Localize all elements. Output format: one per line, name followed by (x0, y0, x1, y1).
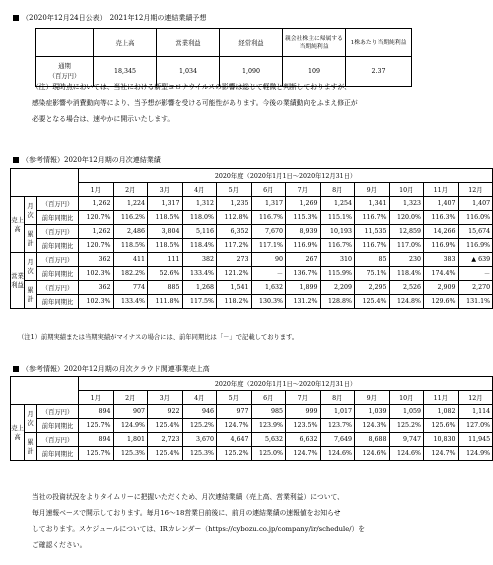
sales-cumulative-cell: 2,486 (113, 225, 148, 239)
cloud-cumulative-yoy-cell: 125.2% (217, 447, 252, 461)
cloud-monthly-yoy-cell: 123.9% (251, 419, 286, 433)
sales-cumulative-yoy-cell: 117.0% (389, 239, 424, 253)
sales-cumulative-yoy-cell: 120.7% (79, 239, 114, 253)
op-monthly-yoy-cell: 115.9% (320, 267, 355, 281)
cloud-monthly-yoy-cell: 124.3% (355, 419, 390, 433)
op-cumulative-yoy-cell: 131.2% (286, 295, 321, 309)
cloud-month-header: 3月 (148, 391, 183, 405)
sales-cumulative-cell: 10,193 (320, 225, 355, 239)
cloud-cumulative-yoy-cell: 124.6% (389, 447, 424, 461)
cloud-title: （参考情報）2020年12月期の月次クラウド関連事業売上高 (22, 365, 210, 373)
op-monthly-cell: 111 (148, 253, 183, 267)
sales-monthly-cell: 1,312 (182, 197, 217, 211)
sales-cumulative-cell: 3,804 (148, 225, 183, 239)
forecast-value-eps: 2.37 (346, 57, 412, 87)
op-cumulative-cell: 885 (148, 281, 183, 295)
monthly-yoy-label: 前年同期比 (37, 211, 79, 225)
cloud-monthly-cell: 1,059 (389, 405, 424, 419)
forecast-header-op: 営業利益 (157, 29, 220, 57)
forecast-section-title (13, 13, 206, 23)
cloud-cumulative-yoy-cell: 124.6% (355, 447, 390, 461)
cloud-monthly-cell: 1,114 (458, 405, 493, 419)
sales-monthly-cell: 1,224 (113, 197, 148, 211)
cloud-month-header: 5月 (217, 391, 252, 405)
sales-monthly-cell: 1,341 (355, 197, 390, 211)
op-cumulative-cell: 362 (79, 281, 114, 295)
square-bullet-icon (13, 157, 19, 163)
cloud-cumulative-yoy-cell: 124.9% (458, 447, 493, 461)
cloud-month-header: 11月 (424, 391, 459, 405)
monthly-yoy-label: 前年同期比 (37, 267, 79, 281)
sales-monthly-cell: 1,407 (424, 197, 459, 211)
sales-cumulative-yoy-cell: 118.5% (148, 239, 183, 253)
op-monthly-cell: 273 (217, 253, 252, 267)
op-cumulative-yoy-cell: 111.8% (148, 295, 183, 309)
monthly-period: 2020年度（2020年1月1日～2020年12月31日） (79, 169, 493, 183)
cloud-monthly-cell: 907 (113, 405, 148, 419)
cloud-cumulative-yoy-cell: 124.7% (424, 447, 459, 461)
cloud-unit-label: （百万円） (37, 405, 79, 419)
monthly-month-header: 11月 (424, 183, 459, 197)
cloud-corner (11, 377, 79, 405)
op-monthly-cell: 382 (182, 253, 217, 267)
cloud-cumulative-yoy-cell: 125.0% (251, 447, 286, 461)
sales-monthly-cell: 1,323 (389, 197, 424, 211)
monthly-table (10, 168, 493, 309)
sales-monthly-yoy-cell: 116.7% (355, 211, 390, 225)
op-cumulative-cell: 1,268 (182, 281, 217, 295)
cloud-cumulative-yoy-cell: 124.7% (286, 447, 321, 461)
cloud-sub-monthly: 月次 (25, 405, 37, 433)
cloud-cumulative-cell: 11,945 (458, 433, 493, 447)
op-cumulative-cell: 1,899 (286, 281, 321, 295)
forecast-note-line: 必要となる場合は、速やかに開示いたします。 (32, 115, 175, 123)
sales-monthly-yoy-cell: 120.0% (389, 211, 424, 225)
sales-monthly-cell: 1,235 (217, 197, 252, 211)
op-cumulative-yoy-cell: 102.3% (79, 295, 114, 309)
cloud-cumulative-cell: 2,723 (148, 433, 183, 447)
sales-cumulative-yoy-cell: 117.1% (251, 239, 286, 253)
op-cumulative-cell: 774 (113, 281, 148, 295)
forecast-value-sales: 18,345 (94, 57, 157, 87)
op-monthly-yoy-cell: 174.4% (424, 267, 459, 281)
monthly-sub-monthly: 月次 (25, 197, 37, 225)
op-monthly-yoy-cell: 121.2% (217, 267, 252, 281)
footer-line: 当社の投資状況をよりタイムリーに把握いただくため、月次連結業績（売上高、営業利益）について、 (32, 493, 344, 501)
op-cumulative-yoy-cell: 118.2% (217, 295, 252, 309)
footer-line: ご確認ください。 (32, 541, 87, 549)
monthly-month-header: 4月 (182, 183, 217, 197)
cloud-cumulative-cell: 3,670 (182, 433, 217, 447)
cloud-monthly-cell: 894 (79, 405, 114, 419)
cloud-cumulative-cell: 9,747 (389, 433, 424, 447)
sales-monthly-yoy-cell: 118.5% (148, 211, 183, 225)
forecast-header-ordinary: 経常利益 (220, 29, 283, 57)
op-cumulative-yoy-cell: 130.3% (251, 295, 286, 309)
cloud-cumulative-cell: 8,688 (355, 433, 390, 447)
forecast-value-net: 109 (283, 57, 346, 87)
op-monthly-yoy-cell: 52.6% (148, 267, 183, 281)
sales-monthly-yoy-cell: 120.7% (79, 211, 114, 225)
cloud-month-header: 9月 (355, 391, 390, 405)
monthly-sub-cumulative: 累計 (25, 225, 37, 253)
cloud-cumulative-yoy-cell: 125.7% (79, 447, 114, 461)
sales-cumulative-cell: 8,939 (286, 225, 321, 239)
op-cumulative-yoy-cell: 128.8% (320, 295, 355, 309)
monthly-unit-label: （百万円） (37, 225, 79, 239)
cloud-yoy-label: 前年同期比 (37, 447, 79, 461)
sales-cumulative-yoy-cell: 116.7% (320, 239, 355, 253)
cloud-cumulative-cell: 894 (79, 433, 114, 447)
forecast-value-op: 1,034 (157, 57, 220, 87)
cloud-monthly-yoy-cell: 123.5% (286, 419, 321, 433)
square-bullet-icon (13, 15, 19, 21)
monthly-group-sales: 売上高 (11, 197, 25, 253)
monthly-month-header: 9月 (355, 183, 390, 197)
cloud-monthly-cell: 985 (251, 405, 286, 419)
cloud-month-header: 4月 (182, 391, 217, 405)
sales-cumulative-cell: 14,266 (424, 225, 459, 239)
sales-monthly-yoy-cell: 115.3% (286, 211, 321, 225)
monthly-sub-monthly: 月次 (25, 253, 37, 281)
footer-line: しております。スケジュールについては、IRカレンダー（https://cybozu.co.jp/company/ir/schedule/）を (32, 525, 366, 533)
monthly-month-header: 1月 (79, 183, 114, 197)
op-cumulative-yoy-cell: 129.6% (424, 295, 459, 309)
forecast-header-empty (36, 29, 94, 57)
op-monthly-yoy-cell: 136.7% (286, 267, 321, 281)
cloud-section-title (13, 364, 210, 374)
op-monthly-yoy-cell: 75.1% (355, 267, 390, 281)
forecast-row-label-2: （百万円） (48, 72, 81, 80)
cloud-cumulative-yoy-cell: 124.6% (320, 447, 355, 461)
monthly-month-header: 2月 (113, 183, 148, 197)
cloud-month-header: 1月 (79, 391, 114, 405)
forecast-note-line: 感染症影響や消費動向等により、当予想が影響を受ける可能性があります。今後の業績動向をふまえ修正が (32, 99, 358, 107)
cloud-cumulative-yoy-cell: 125.3% (182, 447, 217, 461)
sales-cumulative-yoy-cell: 116.7% (355, 239, 390, 253)
op-monthly-cell: 267 (286, 253, 321, 267)
monthly-month-header: 7月 (286, 183, 321, 197)
cloud-cumulative-yoy-cell: 125.4% (148, 447, 183, 461)
cloud-monthly-cell: 999 (286, 405, 321, 419)
cloud-monthly-yoy-cell: 127.0% (458, 419, 493, 433)
op-cumulative-yoy-cell: 131.1% (458, 295, 493, 309)
cloud-month-header: 2月 (113, 391, 148, 405)
cloud-month-header: 12月 (458, 391, 493, 405)
cloud-month-header: 8月 (320, 391, 355, 405)
cloud-group-sales: 売上高 (11, 405, 25, 461)
sales-monthly-yoy-cell: 112.8% (217, 211, 252, 225)
cloud-monthly-yoy-cell: 125.6% (424, 419, 459, 433)
sales-cumulative-cell: 5,116 (182, 225, 217, 239)
sales-monthly-cell: 1,317 (148, 197, 183, 211)
footer-line: 毎月速報ベースで開示しております。毎月16～18営業日前後に、前月の連結業績の速報値をお知らせ (32, 509, 341, 517)
monthly-month-header: 6月 (251, 183, 286, 197)
monthly-section-title (13, 155, 161, 165)
sales-cumulative-cell: 15,674 (458, 225, 493, 239)
monthly-unit-label: （百万円） (37, 281, 79, 295)
monthly-title: （参考情報）2020年12月期の月次連結業績 (22, 156, 161, 164)
forecast-note (32, 79, 472, 127)
monthly-unit-label: （百万円） (37, 253, 79, 267)
op-monthly-cell: 383 (424, 253, 459, 267)
cloud-sub-cumulative: 累計 (25, 433, 37, 461)
op-monthly-yoy-cell: － (458, 267, 493, 281)
sales-cumulative-cell: 1,262 (79, 225, 114, 239)
op-monthly-yoy-cell: 182.2% (113, 267, 148, 281)
forecast-title-prefix: （2020年12月24日公表） (22, 14, 107, 22)
monthly-unit-label: （百万円） (37, 197, 79, 211)
sales-monthly-cell: 1,407 (458, 197, 493, 211)
sales-monthly-yoy-cell: 116.0% (458, 211, 493, 225)
cloud-unit-label: （百万円） (37, 433, 79, 447)
op-cumulative-cell: 1,541 (217, 281, 252, 295)
op-cumulative-cell: 2,209 (320, 281, 355, 295)
cloud-cumulative-cell: 7,649 (320, 433, 355, 447)
op-monthly-yoy-cell: － (251, 267, 286, 281)
forecast-header-sales: 売上高 (94, 29, 157, 57)
cloud-monthly-yoy-cell: 125.2% (182, 419, 217, 433)
op-monthly-yoy-cell: 102.3% (79, 267, 114, 281)
cloud-monthly-cell: 1,082 (424, 405, 459, 419)
op-monthly-cell: 411 (113, 253, 148, 267)
cloud-monthly-cell: 946 (182, 405, 217, 419)
sales-cumulative-yoy-cell: 116.9% (286, 239, 321, 253)
cloud-month-header: 7月 (286, 391, 321, 405)
sales-monthly-cell: 1,269 (286, 197, 321, 211)
monthly-month-header: 3月 (148, 183, 183, 197)
sales-cumulative-yoy-cell: 118.4% (182, 239, 217, 253)
cloud-month-header: 10月 (389, 391, 424, 405)
cloud-cumulative-cell: 1,801 (113, 433, 148, 447)
cloud-monthly-cell: 977 (217, 405, 252, 419)
op-monthly-cell: 90 (251, 253, 286, 267)
op-cumulative-cell: 2,526 (389, 281, 424, 295)
op-cumulative-yoy-cell: 125.4% (355, 295, 390, 309)
monthly-corner (11, 169, 79, 197)
sales-monthly-cell: 1,254 (320, 197, 355, 211)
sales-monthly-yoy-cell: 116.7% (251, 211, 286, 225)
cloud-cumulative-cell: 6,632 (286, 433, 321, 447)
op-monthly-cell: 310 (320, 253, 355, 267)
sales-cumulative-yoy-cell: 117.2% (217, 239, 252, 253)
cloud-cumulative-cell: 4,647 (217, 433, 252, 447)
cloud-months-row (11, 391, 493, 405)
monthly-note: （注1）前期実績または当期実績がマイナスの場合には、前年同期比は「－」で記載しております。 (18, 334, 299, 341)
sales-cumulative-yoy-cell: 116.9% (458, 239, 493, 253)
sales-cumulative-cell: 7,670 (251, 225, 286, 239)
sales-monthly-yoy-cell: 116.3% (424, 211, 459, 225)
footer-note (32, 489, 472, 553)
op-cumulative-cell: 2,909 (424, 281, 459, 295)
monthly-month-header: 5月 (217, 183, 252, 197)
sales-monthly-cell: 1,317 (251, 197, 286, 211)
monthly-month-header: 12月 (458, 183, 493, 197)
op-monthly-cell: ▲ 639 (458, 253, 493, 267)
monthly-yoy-label: 前年同期比 (37, 295, 79, 309)
cloud-monthly-yoy-cell: 125.2% (389, 419, 424, 433)
cloud-month-header: 6月 (251, 391, 286, 405)
square-bullet-icon (13, 366, 19, 372)
cloud-monthly-yoy-cell: 124.7% (217, 419, 252, 433)
cloud-monthly-cell: 1,039 (355, 405, 390, 419)
sales-cumulative-yoy-cell: 118.5% (113, 239, 148, 253)
op-cumulative-cell: 1,632 (251, 281, 286, 295)
sales-monthly-yoy-cell: 116.2% (113, 211, 148, 225)
forecast-title: 2021年12月期の連結業績予想 (109, 14, 207, 22)
sales-cumulative-cell: 12,859 (389, 225, 424, 239)
cloud-period: 2020年度（2020年1月1日～2020年12月31日） (79, 377, 493, 391)
cloud-monthly-yoy-cell: 124.9% (113, 419, 148, 433)
op-monthly-yoy-cell: 133.4% (182, 267, 217, 281)
forecast-row-label-1: 通期 (58, 62, 71, 70)
cloud-cumulative-cell: 5,632 (251, 433, 286, 447)
op-cumulative-cell: 2,295 (355, 281, 390, 295)
forecast-note-line: （注）現時点においては、当社における新型コロナウイルスの影響は総じて軽微と判断しておりますが、 (32, 83, 352, 91)
cloud-yoy-label: 前年同期比 (37, 419, 79, 433)
cloud-monthly-cell: 1,017 (320, 405, 355, 419)
sales-cumulative-cell: 11,535 (355, 225, 390, 239)
cloud-monthly-yoy-cell: 125.7% (79, 419, 114, 433)
cloud-monthly-cell: 922 (148, 405, 183, 419)
op-cumulative-yoy-cell: 133.4% (113, 295, 148, 309)
forecast-value-ordinary: 1,090 (220, 57, 283, 87)
cloud-monthly-yoy-cell: 125.4% (148, 419, 183, 433)
monthly-month-header: 10月 (389, 183, 424, 197)
sales-monthly-yoy-cell: 118.0% (182, 211, 217, 225)
monthly-yoy-label: 前年同期比 (37, 239, 79, 253)
cloud-cumulative-yoy-cell: 125.3% (113, 447, 148, 461)
sales-cumulative-cell: 6,352 (217, 225, 252, 239)
monthly-sub-cumulative: 累計 (25, 281, 37, 309)
op-monthly-cell: 230 (389, 253, 424, 267)
forecast-header-net: 親会社株主に帰属する当期純利益 (283, 29, 346, 57)
op-cumulative-cell: 2,270 (458, 281, 493, 295)
monthly-month-header: 8月 (320, 183, 355, 197)
forecast-header-eps: 1株あたり当期純利益 (346, 29, 412, 57)
op-monthly-yoy-cell: 118.4% (389, 267, 424, 281)
sales-monthly-cell: 1,262 (79, 197, 114, 211)
op-monthly-cell: 85 (355, 253, 390, 267)
monthly-months-row (11, 183, 493, 197)
monthly-group-op: 営業利益 (11, 253, 25, 309)
cloud-cumulative-cell: 10,830 (424, 433, 459, 447)
cloud-table (10, 376, 493, 461)
sales-monthly-yoy-cell: 115.1% (320, 211, 355, 225)
sales-cumulative-yoy-cell: 116.9% (424, 239, 459, 253)
cloud-monthly-yoy-cell: 123.7% (320, 419, 355, 433)
op-cumulative-yoy-cell: 117.5% (182, 295, 217, 309)
op-cumulative-yoy-cell: 124.8% (389, 295, 424, 309)
op-monthly-cell: 362 (79, 253, 114, 267)
